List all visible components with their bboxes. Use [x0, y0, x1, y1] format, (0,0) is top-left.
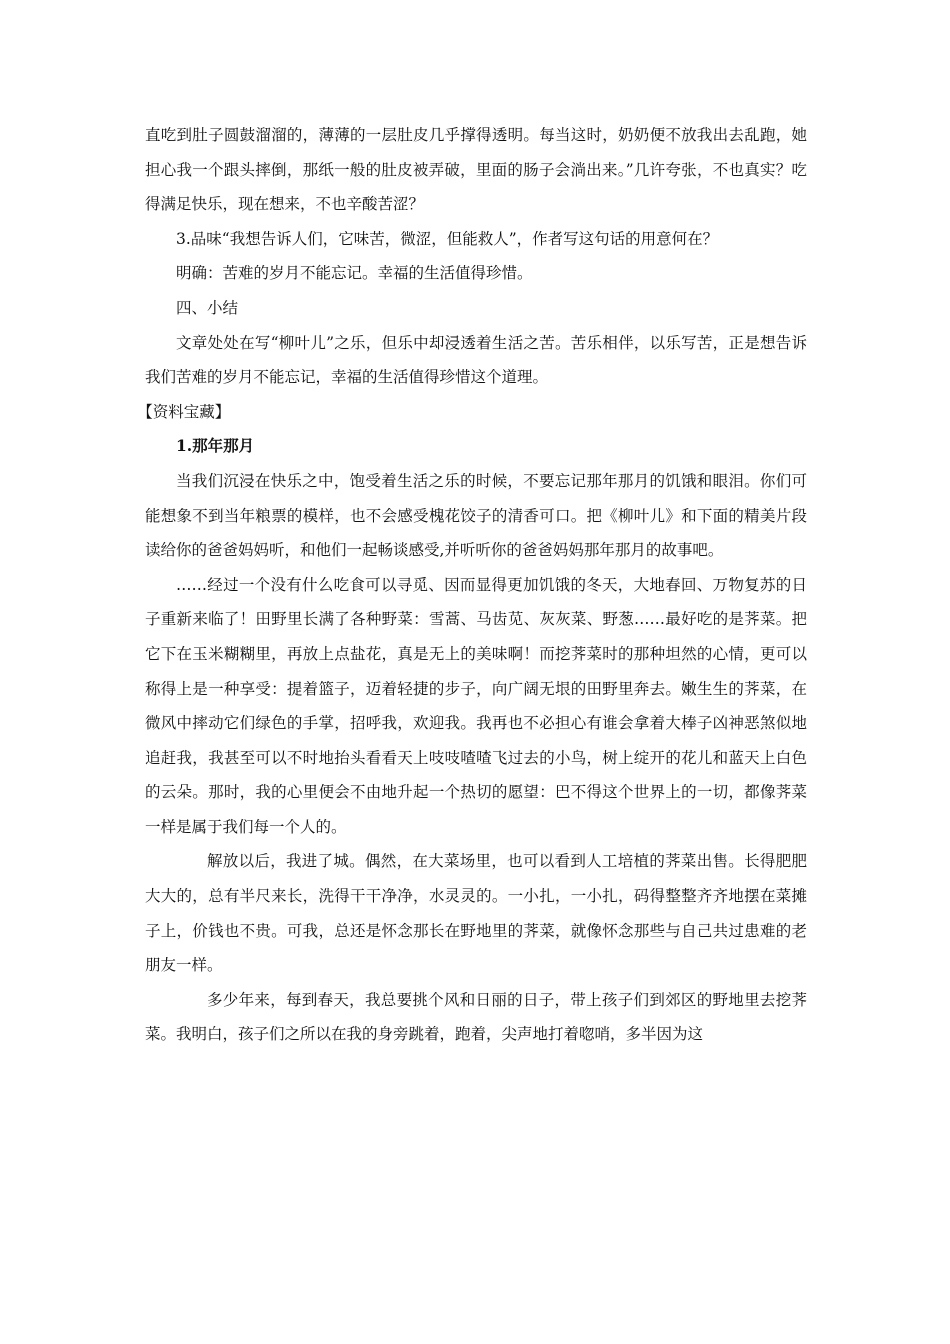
resource-title: 1.那年那月	[176, 436, 255, 456]
section-heading-summary: 四、小结	[176, 298, 239, 317]
answer-3: 明确：苦难的岁月不能忘记。幸福的生活值得珍惜。	[176, 264, 533, 283]
summary-paragraph: 文章处处在写“柳叶儿”之乐，但乐中却浸透着生活之苦。苦乐相伴，以乐写苦，正是想告诉我们苦难的岁月不能忘记，幸福的生活值得珍惜这个道理。	[145, 333, 807, 387]
section-heading-resources: 【资料宝藏】	[137, 402, 231, 421]
resource-intro: 当我们沉浸在快乐之中，饱受着生活之乐的时候，不要忘记那年那月的饥饿和眼泪。你们可能想象不到当年粮票的模样，也不会感受槐花饺子的清香可口。把《柳叶儿》和下面的精美片段读给你的爸爸妈妈听，和他们一起畅谈感受,并听听你的爸爸妈妈那年那月的故事吧。	[145, 471, 807, 560]
excerpt-paragraph-1: ……经过一个没有什么吃食可以寻觅、因而显得更加饥饿的冬天，大地春回、万物复苏的日子重新来临了！田野里长满了各种野菜：雪蒿、马齿苋、灰灰菜、野葱……最好吃的是荠菜。把它下在玉米糊糊里，再放上点盐花，真是无上的美味啊！而挖荠菜时的那种坦然的心情，更可以称得上是一种享受：提着篮子，迈着轻捷的步子，向广阔无垠的田野里奔去。嫩生生的荠菜，在微风中摔动它们绿色的手掌，招呼我，欢迎我。我再也不必担心有谁会拿着大棒子凶神恶煞似地追赶我，我甚至可以不时地抬头看看天上吱吱喳喳飞过去的小鸟，树上绽开的花儿和蓝天上白色的云朵。那时，我的心里便会不由地升起一个热切的愿望：巴不得这个世界上的一切，都像荠菜一样是属于我们每一个人的。	[145, 575, 807, 836]
question-3: 3.品味“我想告诉人们，它味苦，微涩，但能救人”，作者写这句话的用意何在？	[176, 229, 719, 248]
excerpt-paragraph-2: 解放以后，我进了城。偶然，在大菜场里，也可以看到人工培植的荠菜出售。长得肥肥大大的，总有半尺来长，洗得干干净净，水灵灵的。一小扎，一小扎，码得整整齐齐地摆在菜摊子上，价钱也不贵。可我，总还是怀念那长在野地里的荠菜，就像怀念那些与自己共过患难的老朋友一样。	[145, 852, 807, 975]
excerpt-paragraph-3: 多少年来，每到春天，我总要挑个风和日丽的日子，带上孩子们到郊区的野地里去挖荠菜。我明白，孩子们之所以在我的身旁跳着，跑着，尖声地打着唿哨，多半因为这	[145, 990, 807, 1044]
paragraph-continuation: 直吃到肚子圆鼓溜溜的，薄薄的一层肚皮几乎撑得透明。每当这时，奶奶便不放我出去乱跑，她担心我一个跟头摔倒，那纸一般的肚皮被弄破，里面的肠子会淌出来。”几许夸张，不也真实？吃得满足快乐，现在想来，不也辛酸苦涩？	[145, 126, 807, 214]
document-body	[137, 118, 807, 1052]
